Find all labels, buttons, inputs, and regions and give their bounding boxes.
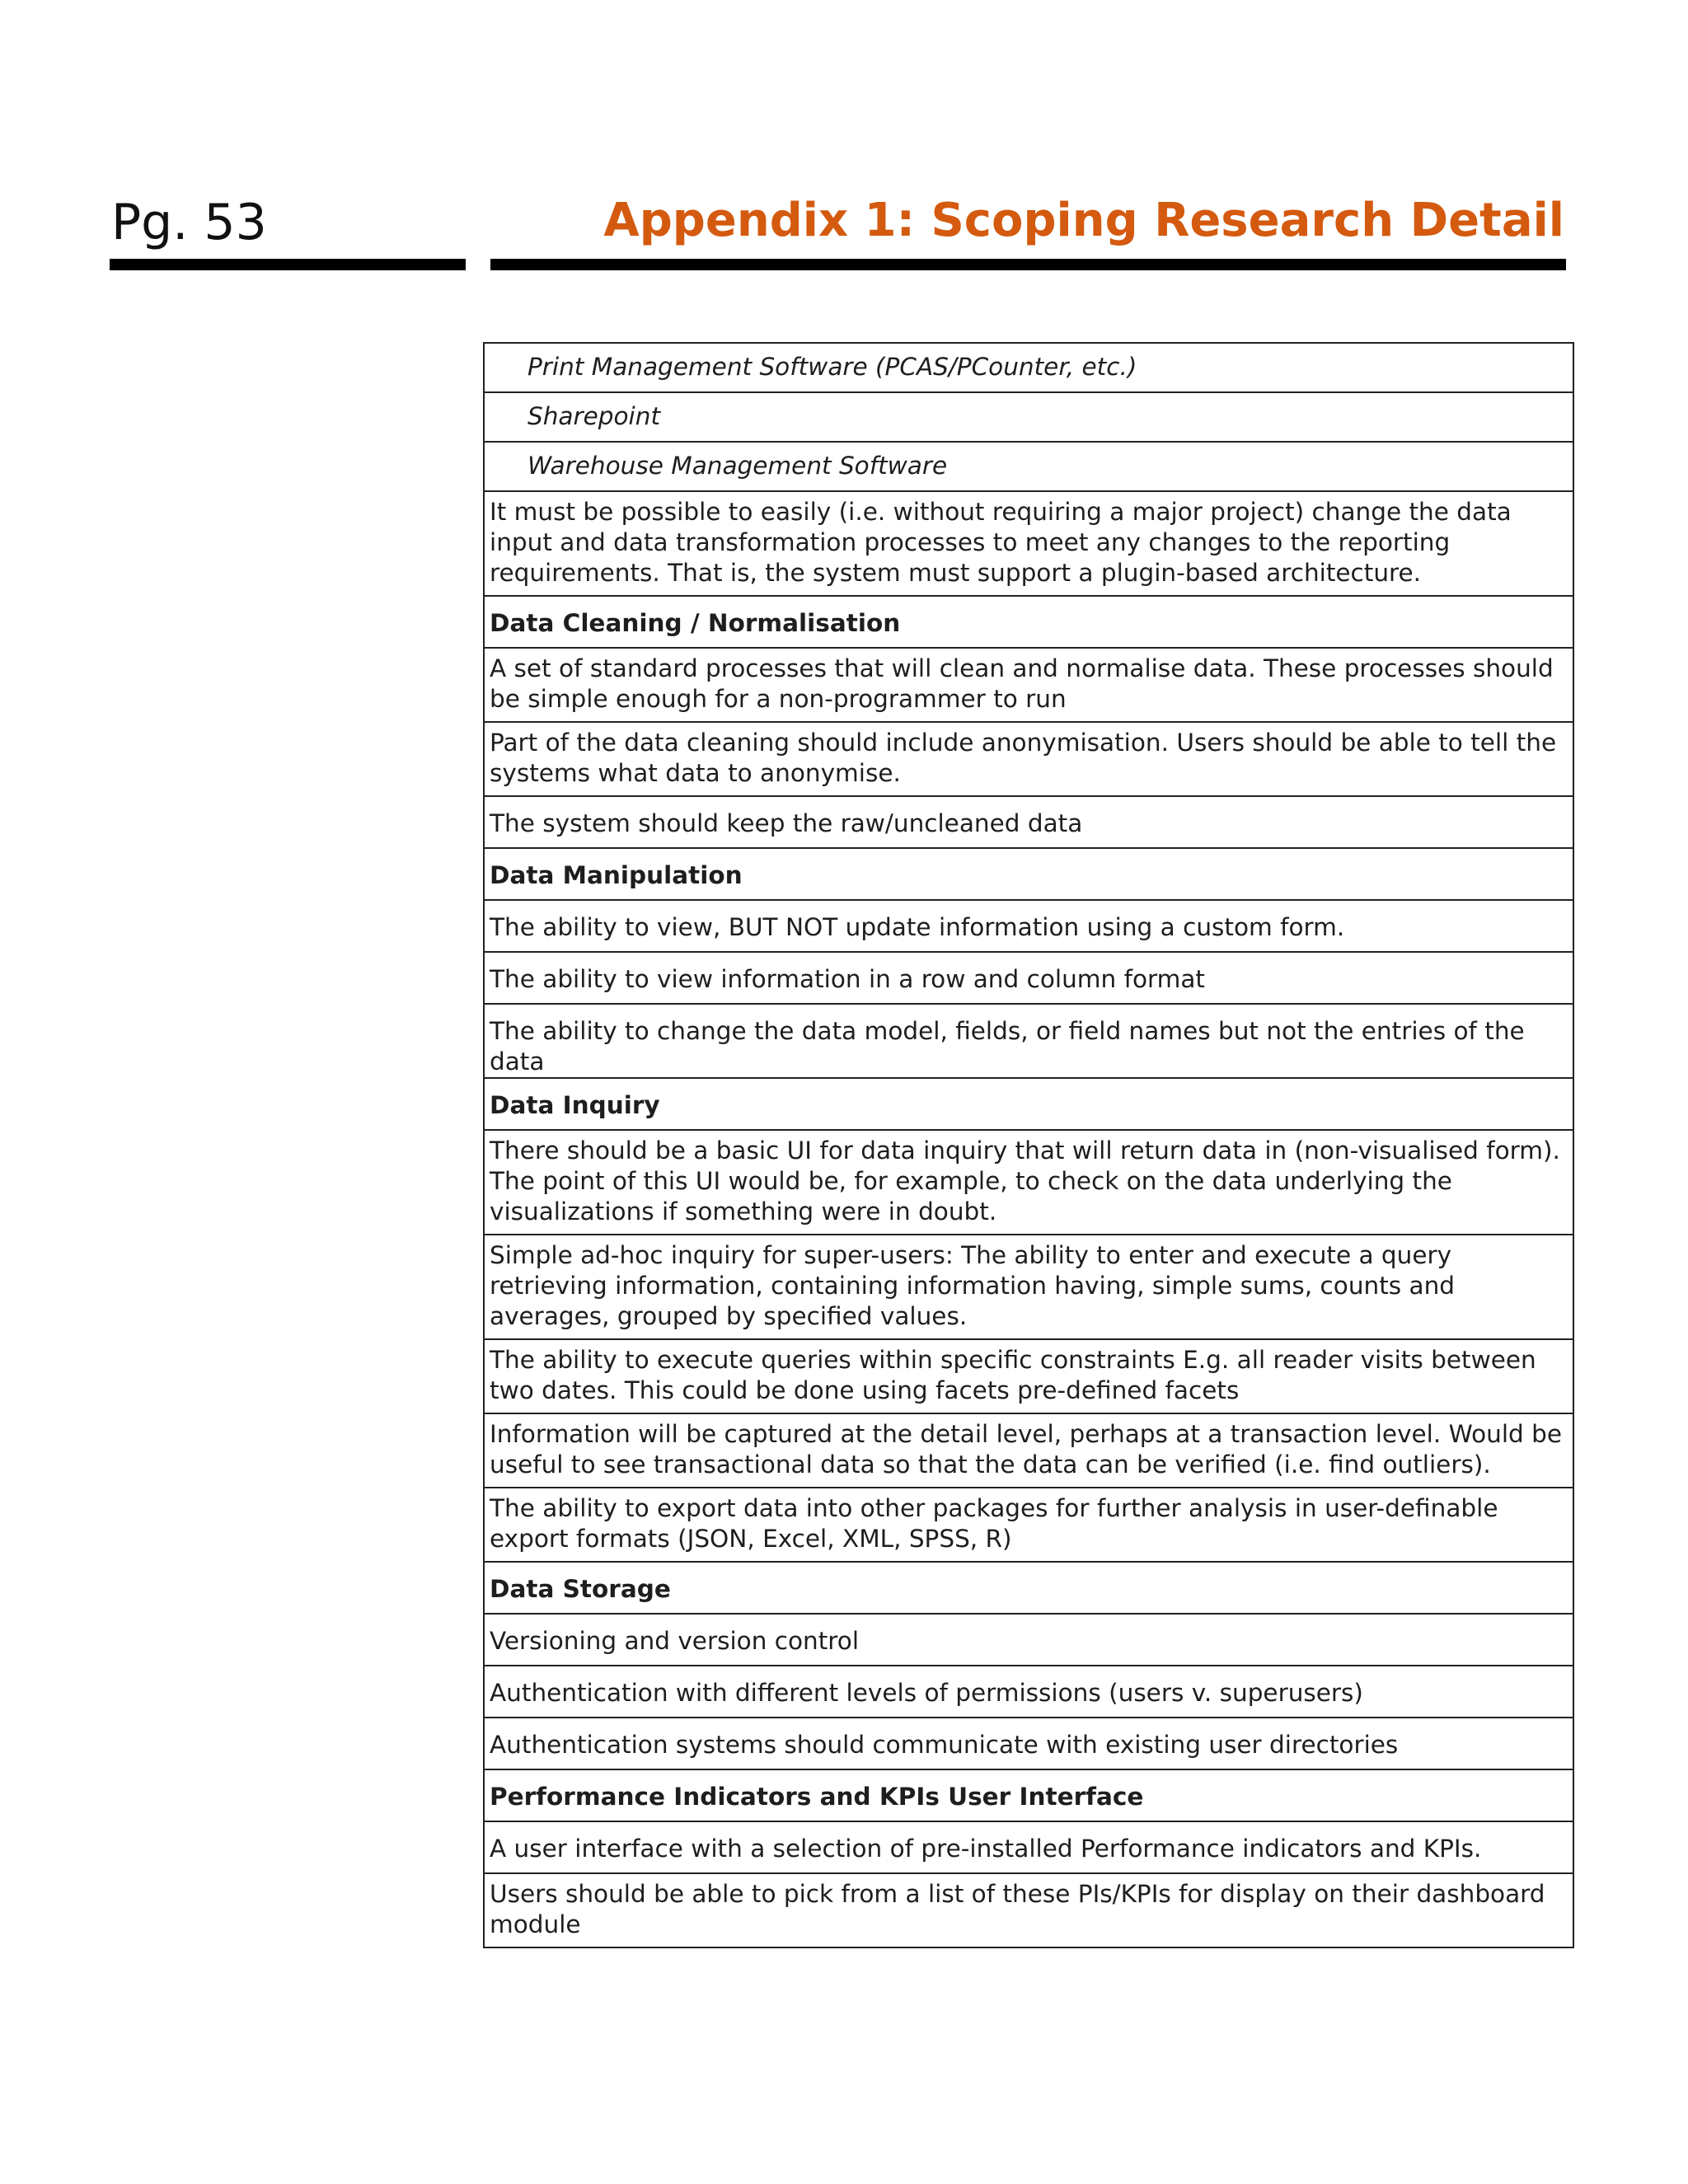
- table-cell: Part of the data cleaning should include anonymisation. Users should be able to tell the systems what data to anonymise.: [484, 722, 1573, 796]
- table-row: [484, 1873, 1573, 1947]
- section-heading-data-cleaning: [484, 596, 1573, 648]
- table-cell: It must be possible to easily (i.e. without requiring a major project) change the data input and data transformation processes to meet any changes to the reporting requirements. That is, the system must support a plugin-based architecture.: [484, 491, 1573, 596]
- table-cell: Sharepoint: [484, 392, 1573, 442]
- table-cell: A user interface with a selection of pre-installed Performance indicators and KPIs.: [484, 1821, 1573, 1873]
- table-cell: Authentication systems should communicate with existing user directories: [484, 1718, 1573, 1769]
- requirements-table-body: [484, 343, 1573, 1947]
- table-cell: There should be a basic UI for data inquiry that will return data in (non-visualised form). The point of this UI would be, for example, to check on the data underlying the visualizations if something were in doubt.: [484, 1130, 1573, 1235]
- section-heading-cell: Data Storage: [484, 1562, 1573, 1614]
- table-cell: The ability to view information in a row and column format: [484, 952, 1573, 1004]
- appendix-title: Appendix 1: Scoping Research Detail: [603, 194, 1564, 247]
- section-heading-data-storage: [484, 1562, 1573, 1614]
- section-heading-data-manipulation: [484, 848, 1573, 900]
- table-row: [484, 1718, 1573, 1769]
- table-row: [484, 1488, 1573, 1562]
- table-cell: Versioning and version control: [484, 1614, 1573, 1666]
- table-row: [484, 1614, 1573, 1666]
- table-row: [484, 900, 1573, 952]
- table-row: [484, 1130, 1573, 1235]
- table-row-sharepoint: [484, 392, 1573, 442]
- section-heading-kpis: [484, 1769, 1573, 1821]
- table-cell: Simple ad-hoc inquiry for super-users: The ability to enter and execute a query retrieving information, containing information having, simple sums, counts and averages, grouped by specified values.: [484, 1235, 1573, 1339]
- section-heading-cell: Data Manipulation: [484, 848, 1573, 900]
- table-row: [484, 1235, 1573, 1339]
- table-cell: Users should be able to pick from a list of these PIs/KPIs for display on their dashboard module: [484, 1873, 1573, 1947]
- table-cell: Warehouse Management Software: [484, 442, 1573, 491]
- table-cell: The ability to export data into other packages for further analysis in user-definable export formats (JSON, Excel, XML, SPSS, R): [484, 1488, 1573, 1562]
- table-cell: The ability to view, BUT NOT update information using a custom form.: [484, 900, 1573, 952]
- table-cell: The system should keep the raw/uncleaned data: [484, 796, 1573, 848]
- table-row: [484, 1413, 1573, 1488]
- table-cell: Print Management Software (PCAS/PCounter, etc.): [484, 343, 1573, 392]
- table-cell: A set of standard processes that will clean and normalise data. These processes should be simple enough for a non-programmer to run: [484, 648, 1573, 722]
- table-row: [484, 1666, 1573, 1718]
- table-row: [484, 1821, 1573, 1873]
- section-heading-cell: Data Inquiry: [484, 1078, 1573, 1130]
- page-number: Pg. 53: [111, 194, 267, 251]
- header-rule-left: [110, 259, 466, 270]
- table-cell: Authentication with different levels of permissions (users v. superusers): [484, 1666, 1573, 1718]
- table-row: [484, 1004, 1573, 1078]
- requirements-table: [483, 342, 1574, 1948]
- section-heading-cell: Performance Indicators and KPIs User Interface: [484, 1769, 1573, 1821]
- table-row: [484, 1339, 1573, 1413]
- table-row-print-management: [484, 343, 1573, 392]
- table-cell: Information will be captured at the detail level, perhaps at a transaction level. Would be useful to see transactional data so that the data can be verified (i.e. find outliers).: [484, 1413, 1573, 1488]
- table-cell: The ability to execute queries within specific constraints E.g. all reader visits between two dates. This could be done using facets pre-defined facets: [484, 1339, 1573, 1413]
- section-heading-cell: Data Cleaning / Normalisation: [484, 596, 1573, 648]
- header-rule-right: [490, 259, 1566, 270]
- section-heading-data-inquiry: [484, 1078, 1573, 1130]
- table-row: [484, 952, 1573, 1004]
- table-row-warehouse: [484, 442, 1573, 491]
- table-row: [484, 648, 1573, 722]
- table-cell: The ability to change the data model, fields, or field names but not the entries of the data: [484, 1004, 1573, 1078]
- table-row: [484, 722, 1573, 796]
- table-row: [484, 796, 1573, 848]
- table-row: [484, 491, 1573, 596]
